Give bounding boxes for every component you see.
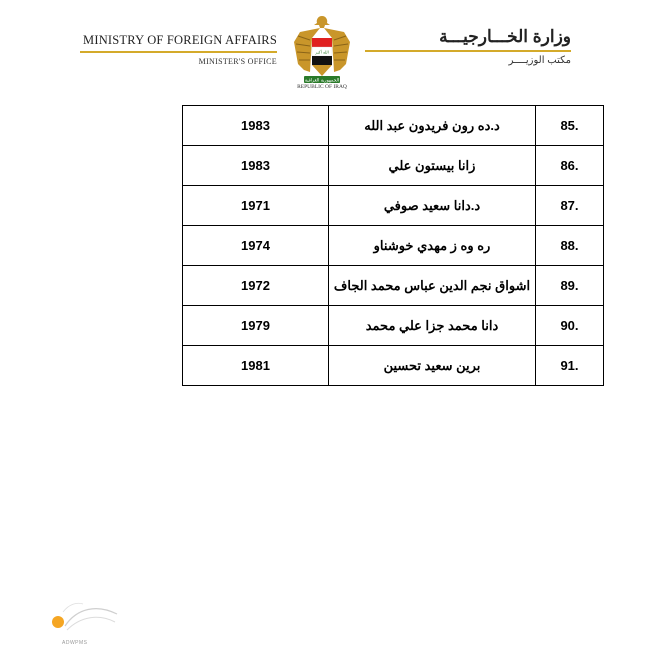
year-cell: 1981 [183, 346, 329, 386]
year-cell: 1979 [183, 306, 329, 346]
ministry-name-ar [365, 27, 571, 47]
table-row [183, 146, 604, 186]
names-table [182, 105, 604, 386]
name-cell: زانا بيستون علي [329, 146, 536, 186]
ministers-office-en: MINISTER'S OFFICE [198, 57, 277, 66]
year-cell: 1972 [183, 266, 329, 306]
year-cell: 1971 [183, 186, 329, 226]
emblem-script: الجمهورية العراقية [304, 78, 340, 84]
ministry-name-en: MINISTRY OF FOREIGN AFFAIRS [83, 33, 277, 47]
number-cell: 89. [536, 266, 604, 306]
number-cell: 90. [536, 306, 604, 346]
number-cell: 87. [536, 186, 604, 226]
name-cell: د.ده رون فريدون عبد الله [329, 106, 536, 146]
ministry-ar-part1: وزارة [532, 27, 571, 46]
table-row [183, 346, 604, 386]
name-cell: د.دانا سعيد صوفي [329, 186, 536, 226]
name-cell: ره وه ز مهدي خوشناو [329, 226, 536, 266]
republic-of-iraq-label: REPUBLIC OF IRAQ [297, 84, 347, 90]
ministry-ar-part2: الخـــارجيـــة [439, 27, 528, 46]
table-row [183, 226, 604, 266]
year-cell: 1983 [183, 106, 329, 146]
minister-office-ar: مكتب الوزيــــر [508, 55, 571, 66]
name-cell: دانا محمد جزا علي محمد [329, 306, 536, 346]
number-cell: 88. [536, 226, 604, 266]
name-cell: اشواق نجم الدين عباس محمد الجاف [329, 266, 536, 306]
number-cell: 86. [536, 146, 604, 186]
ministry-header-en [80, 33, 277, 66]
name-cell: برين سعيد تحسين [329, 346, 536, 386]
number-cell: 91. [536, 346, 604, 386]
year-cell: 1983 [183, 146, 329, 186]
footer-logo-text: ADWPMS [62, 640, 88, 646]
header-rule-right [365, 50, 571, 52]
year-cell: 1974 [183, 226, 329, 266]
table-row [183, 306, 604, 346]
table-row [183, 106, 604, 146]
ministry-header-ar [365, 27, 571, 66]
table-row [183, 186, 604, 226]
table-row [183, 266, 604, 306]
number-cell: 85. [536, 106, 604, 146]
flag-text: الله أكبر [315, 49, 329, 55]
header-rule-left [80, 51, 277, 53]
